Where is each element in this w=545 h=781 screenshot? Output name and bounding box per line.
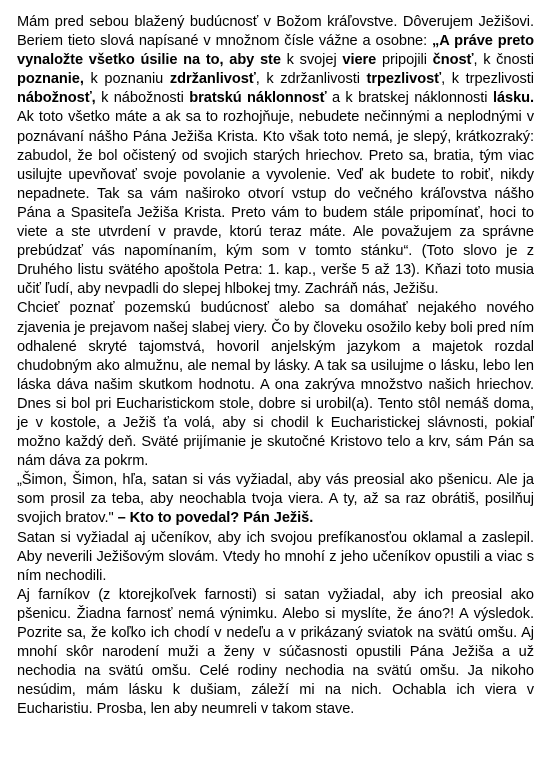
paragraph-3 — [17, 471, 534, 528]
bold-segment: nábožnosť, — [17, 90, 96, 107]
text-segment: k nábožnosti — [95, 90, 190, 107]
bold-segment: čnosť — [432, 52, 474, 69]
paragraph-5 — [17, 586, 534, 720]
paragraph-4 — [17, 529, 534, 586]
text-segment: pripojili — [376, 52, 433, 69]
text-segment: Ak toto všetko máte a ak sa to rozhojňuje, nebudete nečinnými a neplodnými v poznávaní nášho Pána Ježiša Krista. Kto však toto nemá, je slepý, krátkozraký: zabudol, že bol očistený od svojich starých hriechov. Preto sa, bratia, tým viac usilujte upevňovať svoje povolanie a vyvolenie. Veď ak budete to robiť, nikdy nepadnete. Tak sa vám naširoko otvorí vstup do večného kráľovstva nášho Pána a Spasiteľa Ježiša Krista. Preto vám to budem stále pripomínať, hoci to viete a ste utvrdení v pravde, ktorú teraz máte. Ale považujem za správne prebúdzať vás napomínaním, kým som v tomto stánku“. (Toto slovo je z Druhého listu svätého apoštola Petra: 1. kap., verše 5 až 13). Kňazi toto musia učiť ľudí, aby nevpadli do slepej hlbokej tmy. Zachráň nás, Ježišu. — [17, 109, 534, 298]
text-segment: k poznaniu — [83, 71, 170, 88]
bold-segment: lásku. — [492, 90, 535, 107]
text-segment: Mám pred sebou blažený budúcnosť v Božom kráľovstve. Dôverujem Ježišovi. Beriem tieto slová napísané v množnom čísle vážne a osobne: — [17, 14, 534, 50]
text-segment: a k bratskej náklonnosti — [326, 90, 493, 107]
text-segment: , k trpezlivosti — [441, 71, 534, 88]
text-segment: k svojej — [280, 52, 343, 69]
bold-segment: „A práve preto vynaložte všetko úsilie na to, aby ste — [17, 33, 534, 69]
bold-segment: bratskú náklonnosť — [189, 90, 327, 107]
text-segment: , k čnosti — [473, 52, 534, 69]
bold-segment: trpezlivosť — [366, 71, 442, 88]
bold-segment: viere — [342, 52, 377, 69]
text-segment: Satan si vyžiadal aj učeníkov, aby ich svojou prefíkanosťou oklamal a zaslepil. Aby neverili Ježišovým slovám. Vtedy ho mnohí z jeho učeníkov opustili a viac s ním nechodili. — [17, 529, 534, 584]
text-segment: Chcieť poznať pozemskú budúcnosť alebo sa domáhať nejakého nového zjavenia je prejavom našej slabej viery. Čo by človeku osožilo keby boli pred ním odhalené skryté tajomstvá, hovoril anjelským jazykom a majetok rozdal chudobným ako almužnu, ale nemal by lásky. A tak sa usilujme o lásku, lebo len láska dáva našim skutkom hodnotu. A ona zakrýva množstvo našich hriechov. Dnes si bol pri Eucharistickom stole, dobre si urobil(a). Tento stôl nemáš doma, je v kostole, a Ježiš ťa volá, aby si chodil k Eucharistickej slávnosti, pokiaľ možno každý deň. Sväté prijímanie je skutočné Kristovo telo a krv, sám Pán sa nám dáva za pokrm. — [17, 300, 534, 470]
quote-segment: „Šimon, Šimon, hľa, satan si vás vyžiadal, aby vás preosial ako pšenicu. Ale ja som prosil za teba, aby neochabla tvoja viera. A ty, až sa raz obrátiš, posilňuj svojich bratov." — [17, 472, 534, 527]
bold-segment: zdržanlivosť — [169, 71, 256, 88]
text-segment: Aj farníkov (z ktorejkoľvek farnosti) si satan vyžiadal, aby ich preosial ako pšenicu. Žiadna farnosť nemá výnimku. Alebo si myslíte, že áno?! A výsledok. Pozrite sa, že koľko ich chodí v nedeľu a v prikázaný sviatok na svätú omšu. Aj mnohí skôr narodení muži a ženy v súčasnosti opustili Pána Ježiša a už nechodia na svätú omšu. Celé rodiny nechodia na svätú omšu. Ja nikoho nesúdim, mám lásku k dušiam, záleží mi na nich. Ochabla ich viera v Eucharistiu. Prosba, len aby neumreli v takom stave. — [17, 586, 534, 718]
bold-segment: poznanie, — [17, 71, 84, 88]
paragraph-2 — [17, 299, 534, 471]
paragraph-1 — [17, 13, 534, 299]
text-segment: , k zdržanlivosti — [255, 71, 367, 88]
bold-segment: – Kto to povedal? Pán Ježiš. — [117, 510, 314, 527]
